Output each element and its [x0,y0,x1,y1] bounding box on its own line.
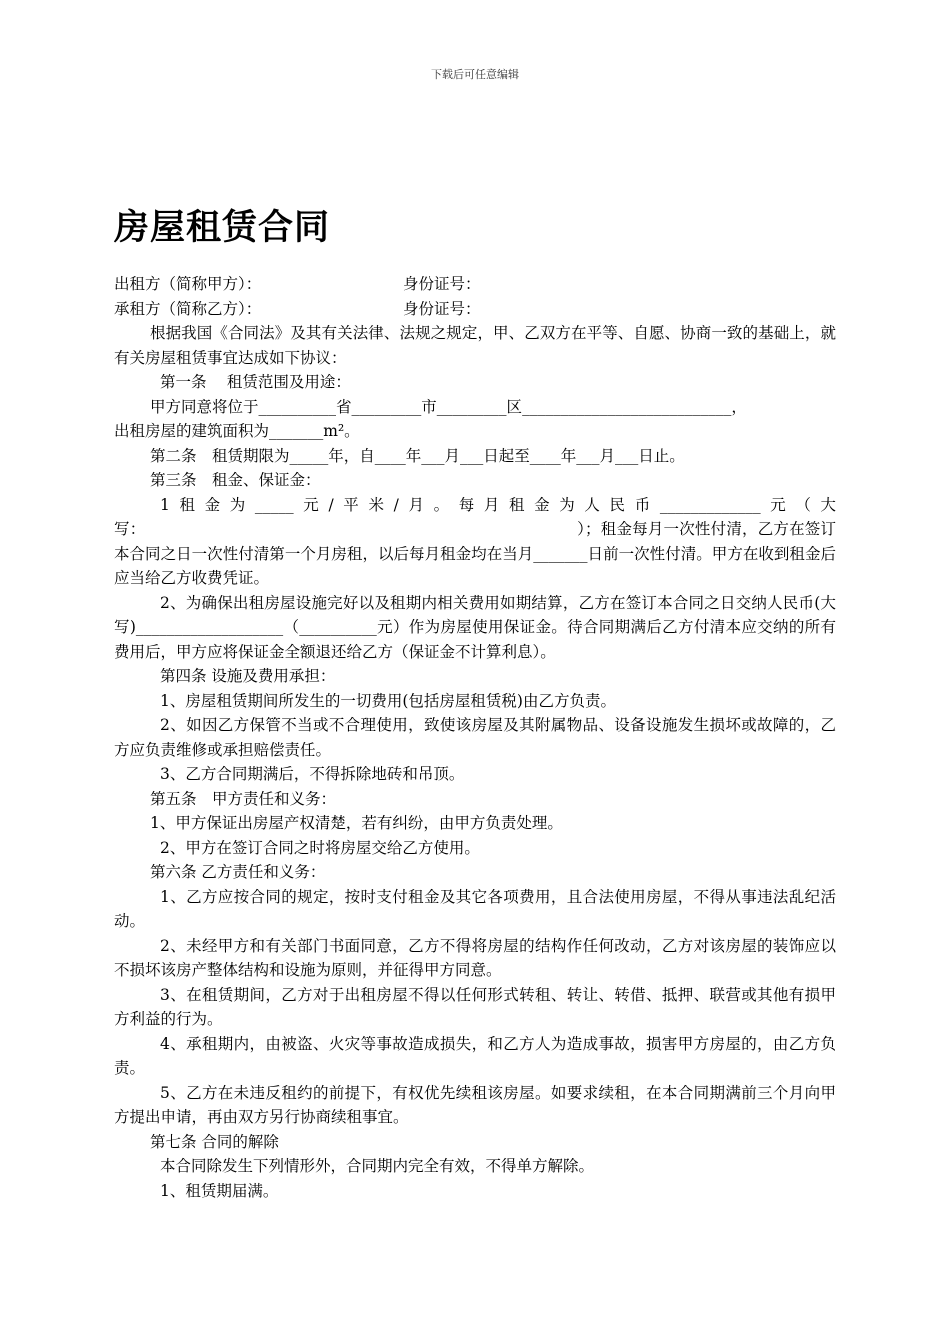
document-title: 房屋租赁合同 [114,208,331,248]
text-span: m²。 [323,422,360,440]
text-span: 区 [506,397,523,416]
article3-deposit: 2、为确保出租房屋设施完好以及租期内相关费用如期结算，乙方在签订本合同之日交纳人民币(大写)___________________（__________元）作为房屋使用保证金。待合同期满后乙方付清本应交纳的所有费用后，甲方应将保证金全额退还给乙方（保证金不计算利息）。 [114,593,836,661]
blank-city: _________ [351,397,422,416]
lessee-label: 承租方（简称乙方）： [114,299,262,318]
preamble: 根据我国《合同法》及其有关法律、法规之规定，甲、乙双方在平等、自愿、协商一致的基础上，就有关房屋租赁事宜达成如下协议： [114,324,836,367]
article6-heading: 第六条 乙方责任和义务： [150,863,326,881]
blank-address: ___________________________ [522,397,732,416]
blank-area: _______ [269,422,324,440]
lessor-id-label: 身份证号： [403,275,481,293]
article7-item1: 1、租赁期届满。 [160,1181,279,1200]
article3-rent: 1租金为_____元/平米/月。每月租金为人民币_____________元（大写： ）；租金每月一次性付清，乙方在签订本合同之日一次性付清第一个月房租，以后每月租金均在当月_______日前一次性付清。甲方在收到租金后应当给乙方收费凭证。 [114,495,836,587]
article6-item2: 2、未经甲方和有关部门书面同意，乙方不得将房屋的结构作任何改动，乙方对该房屋的装饰应以不损坏该房产整体结构和设施为原则，并征得甲方同意。 [114,936,836,979]
article6-item5: 5、乙方在未违反租约的前提下，有权优先续租该房屋。如要求续租，在本合同期满前三个月向甲方提出申请，再由双方另行协商续租事宜。 [114,1083,836,1126]
article7-intro: 本合同除发生下列情形外，合同期内完全有效，不得单方解除。 [160,1157,595,1175]
article6-item1: 1、乙方应按合同的规定，按时支付租金及其它各项费用，且合法使用房屋，不得从事违法乱纪活动。 [114,887,836,930]
article4-item1: 1、房屋租赁期间所发生的一切费用(包括房屋租赁税)由乙方负责。 [160,691,616,710]
article2-term: 第二条 租赁期限为_____年，自____年___月___日起至____年___月___日止。 [150,446,685,465]
article1-area-line [114,419,836,444]
article6-item4: 4、承租期内，由被盗、火灾等事故造成损失，和乙方人为造成事故，损害甲方房屋的，由乙方负责。 [114,1034,836,1077]
article6-item3: 3、在租赁期间，乙方对于出租房屋不得以任何形式转租、转让、转借、抵押、联营或其他有损甲方利益的行为。 [114,985,836,1028]
article7-heading: 第七条 合同的解除 [150,1132,279,1151]
article1-heading: 第一条 租赁范围及用途： [160,373,351,391]
contract-body [114,272,836,1203]
blank-province: __________ [258,397,337,416]
article4-item3: 3、乙方合同期满后，不得拆除地砖和吊顶。 [160,765,465,783]
text-span: 甲方同意将位于 [150,397,259,416]
lessor-label: 出租方（简称甲方）： [114,275,262,293]
article4-heading: 第四条 设施及费用承担： [160,667,336,685]
blank-district: _________ [436,397,507,416]
article5-item1: 1、甲方保证出房屋产权清楚，若有纠纷，由甲方负责处理。 [150,814,563,832]
text-span: 省 [336,397,352,416]
text-span: ， [731,397,747,416]
article1-location-line [114,395,836,420]
article5-heading: 第五条 甲方责任和义务： [150,789,337,808]
lessor-row [114,272,836,297]
lessee-id-label: 身份证号： [403,299,481,318]
text-span: 出租房屋的建筑面积为 [114,422,270,440]
lessee-row [114,297,836,322]
page-header-note: 下载后可任意编辑 [431,68,519,81]
article4-item2: 2、如因乙方保管不当或不合理使用，致使该房屋及其附属物品、设备设施发生损坏或故障的，乙方应负责维修或承担赔偿责任。 [114,716,836,759]
article5-item2: 2、甲方在签订合同之时将房屋交给乙方使用。 [160,838,480,857]
article3-heading: 第三条 租金、保证金： [150,471,321,489]
text-span: 市 [421,397,437,416]
